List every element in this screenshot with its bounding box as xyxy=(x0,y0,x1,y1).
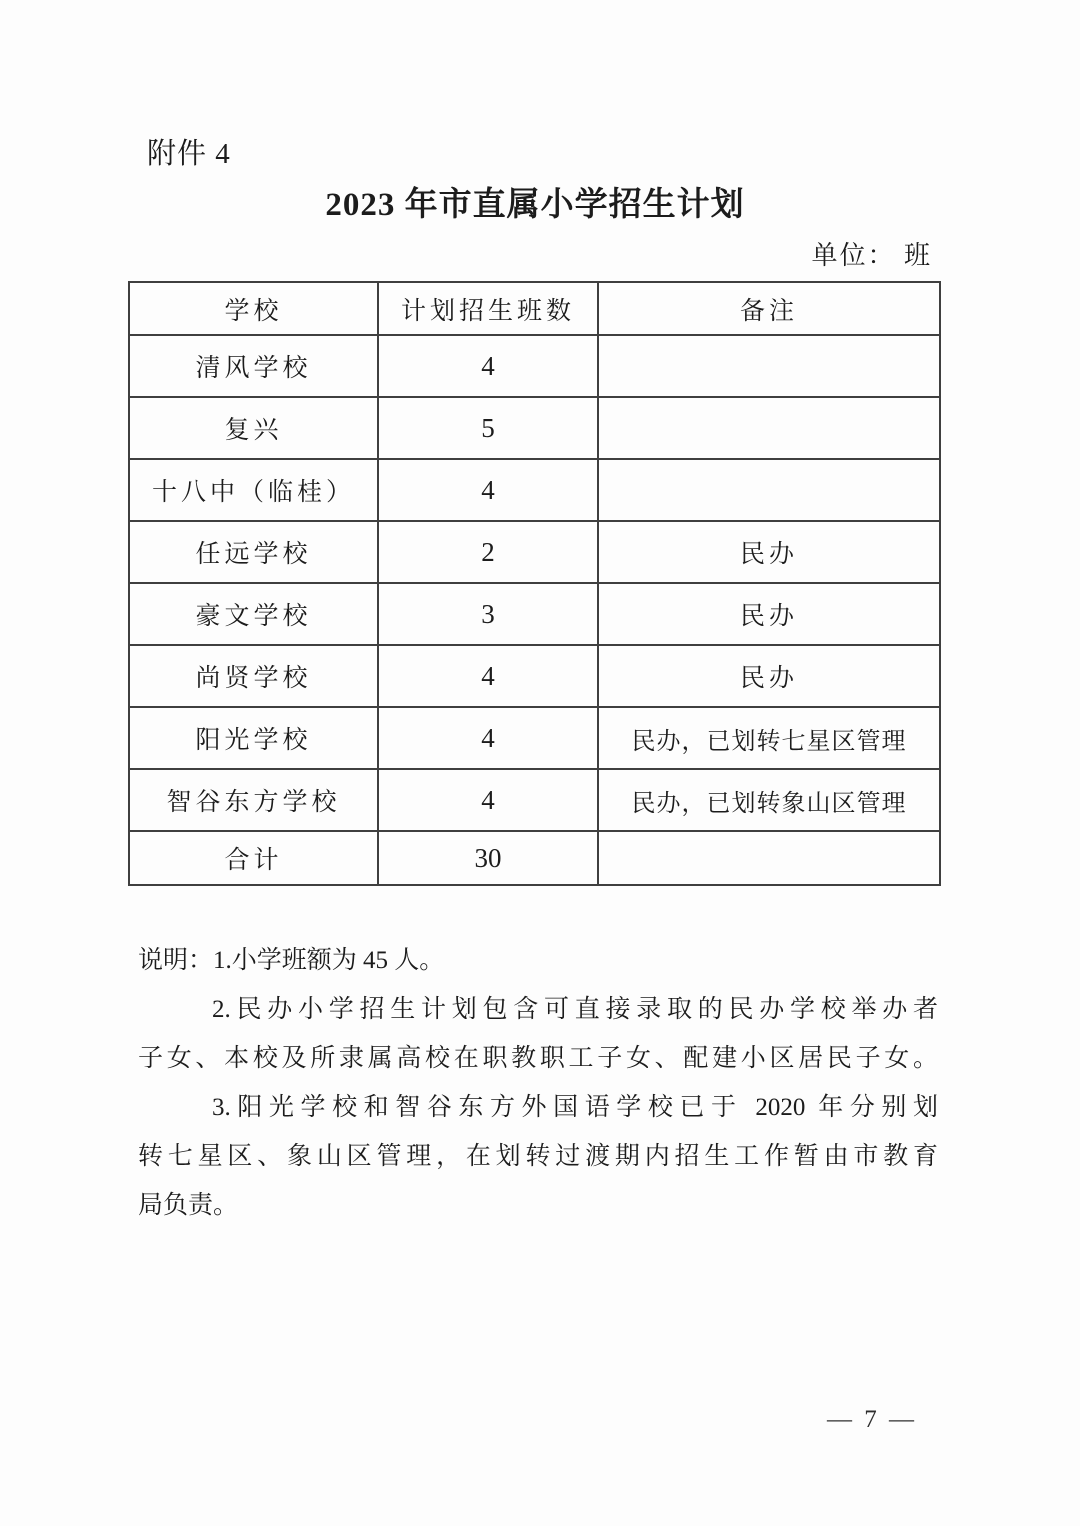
classes-cell: 4 xyxy=(378,707,598,769)
notes-section xyxy=(138,936,938,1230)
table-row xyxy=(129,335,940,397)
school-name-cell: 复兴 xyxy=(129,397,378,459)
school-name-cell: 任远学校 xyxy=(129,521,378,583)
school-name-cell: 阳光学校 xyxy=(129,707,378,769)
column-header-remark: 备注 xyxy=(598,282,940,335)
note-line: 2.民办小学招生计划包含可直接录取的民办学校举办者 xyxy=(212,996,938,1023)
note-line: 说明：1.小学班额为 45 人。 xyxy=(138,947,445,974)
table-row xyxy=(129,397,940,459)
note-line: 转七星区、象山区管理，在划转过渡期内招生工作暂由市教育 xyxy=(138,1143,938,1170)
page-number: — 7 — xyxy=(827,1406,917,1433)
table-row xyxy=(129,459,940,521)
page-title: 2023 年市直属小学招生计划 xyxy=(325,187,745,223)
table-row xyxy=(129,521,940,583)
remark-cell xyxy=(598,459,940,521)
remark-cell: 民办，已划转七星区管理 xyxy=(598,707,940,769)
note-line: 3.阳光学校和智谷东方外国语学校已于 2020 年分别划 xyxy=(212,1094,938,1121)
remark-cell: 民办 xyxy=(598,645,940,707)
classes-cell: 4 xyxy=(378,335,598,397)
classes-cell: 3 xyxy=(378,583,598,645)
table-header-row xyxy=(129,282,940,335)
school-name-cell: 尚贤学校 xyxy=(129,645,378,707)
remark-cell: 民办 xyxy=(598,583,940,645)
table-row xyxy=(129,769,940,831)
note-line: 局负责。 xyxy=(138,1192,239,1219)
school-name-cell: 十八中（临桂） xyxy=(129,459,378,521)
note-line: 子女、本校及所隶属高校在职教职工子女、配建小区居民子女。 xyxy=(138,1045,938,1072)
total-label-cell: 合计 xyxy=(129,831,378,885)
unit-label: 单位： 班 xyxy=(811,241,932,270)
school-name-cell: 豪文学校 xyxy=(129,583,378,645)
classes-cell: 4 xyxy=(378,645,598,707)
classes-cell: 4 xyxy=(378,459,598,521)
total-classes-cell: 30 xyxy=(378,831,598,885)
table-row xyxy=(129,707,940,769)
school-name-cell: 清风学校 xyxy=(129,335,378,397)
table-total-row xyxy=(129,831,940,885)
classes-cell: 4 xyxy=(378,769,598,831)
classes-cell: 5 xyxy=(378,397,598,459)
enrollment-plan-table xyxy=(128,281,941,886)
column-header-school: 学校 xyxy=(129,282,378,335)
remark-cell xyxy=(598,397,940,459)
column-header-classes: 计划招生班数 xyxy=(378,282,598,335)
classes-cell: 2 xyxy=(378,521,598,583)
school-name-cell: 智谷东方学校 xyxy=(129,769,378,831)
remark-cell xyxy=(598,335,940,397)
total-remark-cell xyxy=(598,831,940,885)
table-row xyxy=(129,583,940,645)
attachment-label: 附件 4 xyxy=(147,138,231,170)
remark-cell: 民办，已划转象山区管理 xyxy=(598,769,940,831)
table-row xyxy=(129,645,940,707)
remark-cell: 民办 xyxy=(598,521,940,583)
